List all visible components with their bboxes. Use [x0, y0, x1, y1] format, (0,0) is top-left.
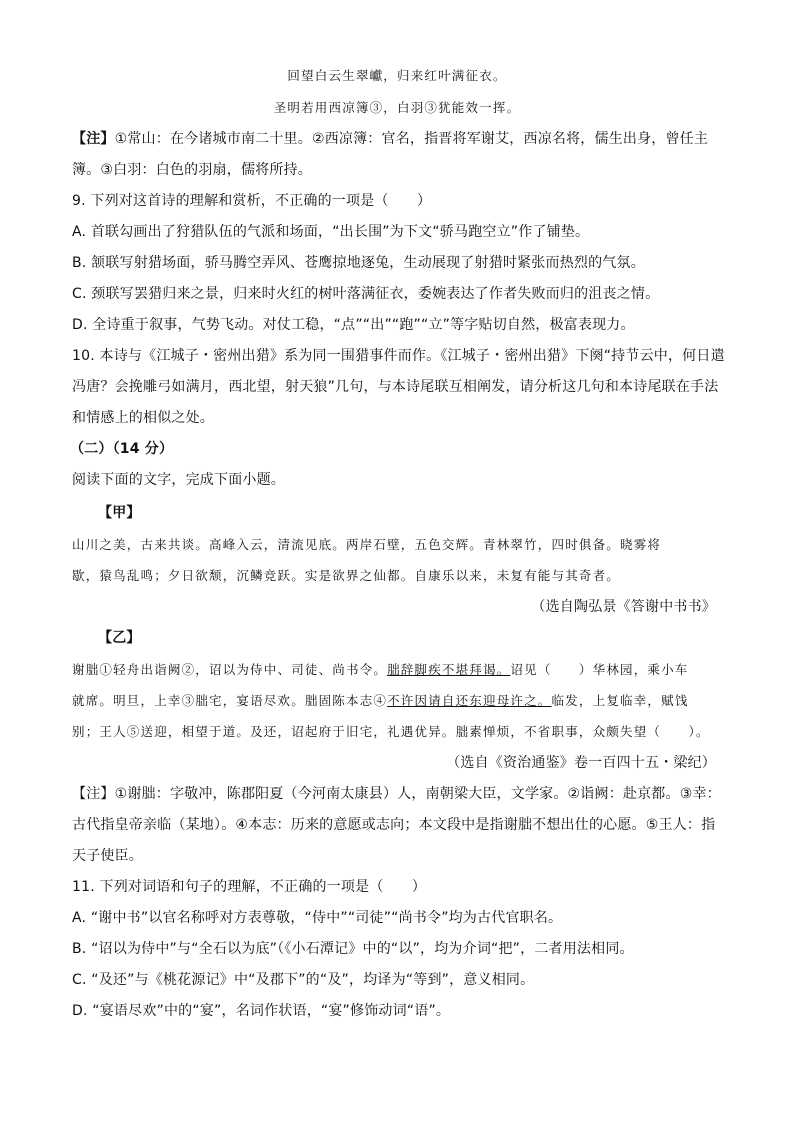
section-heading: （二）（14 分）	[70, 441, 174, 457]
q9-option-c: C. 颈联写罢猎归来之景，归来时火红的树叶落满征衣，委婉表达了作者失败而归的沮丧之情。	[72, 286, 660, 302]
q10-line-1: 10. 本诗与《江城子・密州出猎》系为同一围猎事件而作。《江城子・密州出猎》下阕“持节云中，何日遣	[72, 348, 725, 364]
q9-stem: 9. 下列对这首诗的理解和赏析，不正确的一项是（ ）	[72, 193, 432, 209]
jia-line-1: 山川之美，古来共谈。高峰入云，清流见底。两岸石壁，五色交辉。青林翠竹，四时俱备。晓雾将	[72, 537, 662, 552]
yi-line-3: 别；王人⑤送迎，相望于道。及还，诏起府于旧宅，礼遇优异。朏素惮烦，不省职事，众颇失望（ ）。	[72, 724, 710, 739]
note1-line-1	[72, 129, 722, 149]
note2-line-3: 天子使臣。	[72, 848, 143, 864]
poem-line-1: 回望白云生翠巘，归来红叶满征衣。	[287, 68, 507, 83]
yi-line-1-a: 谢朏①轻舟出诣阙②，诏以为侍中、司徒、尚书令。	[72, 662, 388, 677]
yi-underlined-sentence-2: 不许因请自还东迎母许之。	[387, 693, 552, 708]
yi-source: （选自《资治通鉴》卷一百四十五・梁纪）	[446, 755, 716, 771]
jia-source: （选自陶弘景《答谢中书书》	[531, 599, 716, 615]
note-tag: 【注】	[72, 131, 115, 147]
q11-option-b: B. “诏以为侍中”与“全石以为底”（《小石潭记》中的“以”，均为介词“把”，二者用法相同。	[72, 941, 634, 957]
jia-line-2: 歇，猿鸟乱鸣；夕日欲颓，沉鳞竞跃。实是欲界之仙都。自康乐以来，未复有能与其奇者。	[72, 568, 621, 583]
q9-option-a: A. 首联勾画出了狩猎队伍的气派和场面，“出长围”为下文“骄马跑空立”作了铺垫。	[72, 224, 590, 240]
yi-underlined-sentence-1: 朏辞脚疾不堪拜谒。	[387, 662, 511, 677]
note1-line-2: 簿。③白羽：白色的羽扇，儒将所持。	[72, 162, 312, 178]
q11-option-c: C. “及还”与《桃花源记》中“及郡下”的“及”，均译为“等到”，意义相同。	[72, 972, 535, 988]
note2-line-2: 古代指皇帝亲临（某地）。④本志：历来的意愿或志向；本文段中是指谢朏不想出仕的心愿。⑤王人：指	[72, 817, 716, 833]
q10-line-3: 和情感上的相似之处。	[72, 410, 214, 426]
q11-stem: 11. 下列对词语和句子的理解，不正确的一项是（ ）	[72, 879, 427, 895]
yi-line-1	[72, 660, 722, 680]
q10-line-2: 冯唐？会挽雕弓如满月，西北望，射天狼”几句，与本诗尾联互相阐发，请分析这几句和本诗尾联在手法	[72, 379, 719, 395]
yi-label: 【乙】	[98, 630, 141, 646]
q9-option-d: D. 全诗重于叙事，气势飞动。对仗工稳，“点”“出”“跑”“立”等字贴切自然，极富表现力。	[72, 317, 635, 333]
yi-line-2-a: 就席。明旦，上幸③朏宅，宴语尽欢。朏固陈本志④	[72, 693, 388, 708]
q11-option-a: A. “谢中书”以官名称呼对方表尊敬，“侍中”“司徒”“尚书令”均为古代官职名。	[72, 910, 563, 926]
q9-option-b: B. 颔联写射猎场面，骄马腾空弄风、苍鹰掠地逐兔，生动展现了射猎时紧张而热烈的气氛。	[72, 255, 645, 271]
note1-text-1: ①常山：在今诸城市南二十里。②西凉簿：官名，指晋将军谢艾，西凉名将，儒生出身，曾任主	[114, 131, 709, 147]
poem-line-2: 圣明若用西凉簿③，白羽③犹能效一挥。	[273, 100, 521, 115]
yi-line-1-b: 诏见（ ）华林园，乘小车	[510, 662, 689, 677]
yi-line-2-b: 临发，上复临幸，赋饯	[551, 693, 689, 708]
note2-line-1: 【注】①谢朏：字敬冲，陈郡阳夏（今河南太康县）人，南朝梁大臣，文学家。②诣阙：赴京都。③幸：	[72, 786, 721, 802]
q11-option-d: D. “宴语尽欢”中的“宴”，名词作状语，“宴”修饰动词“语”。	[72, 1003, 451, 1019]
jia-label: 【甲】	[98, 505, 141, 521]
section-intro: 阅读下面的文字，完成下面小题。	[72, 472, 285, 488]
yi-line-2	[72, 691, 722, 711]
